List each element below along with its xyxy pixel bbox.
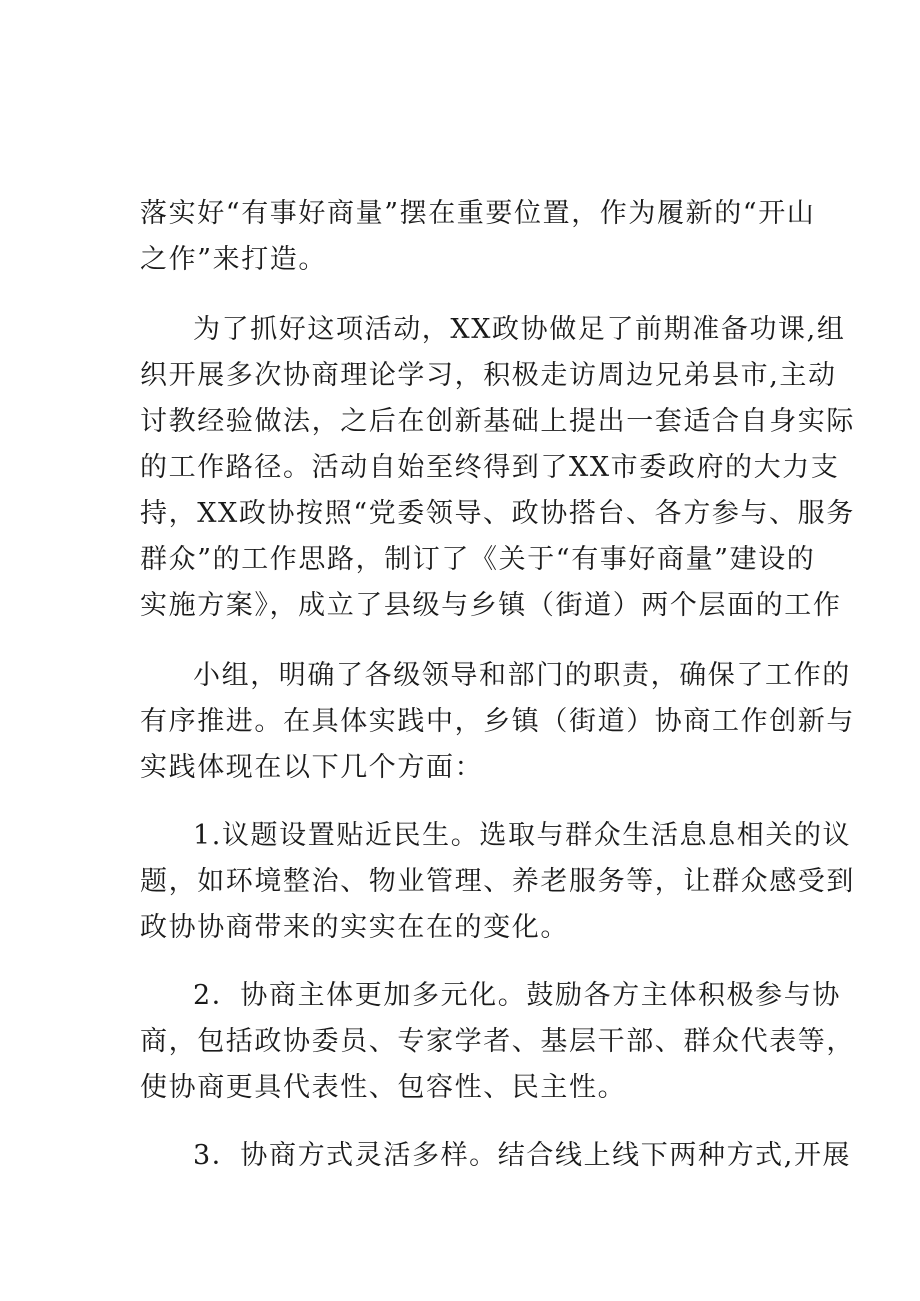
text-line: 实施方案》，成立了县级与乡镇（街道）两个层面的工作 bbox=[140, 590, 842, 621]
list-item-2-line: 商，包括政协委员、专家学者、基层干部、群众代表等， bbox=[140, 1026, 855, 1057]
text-line: 有序推进。在具体实践中，乡镇（街道）协商工作创新与 bbox=[140, 706, 855, 737]
text-line: 之作”来打造。 bbox=[140, 244, 328, 275]
text-line: 为了抓好这项活动，XX政协做足了前期准备功课,组 bbox=[193, 314, 846, 345]
text-line: 讨教经验做法，之后在创新基础上提出一套适合自身实际 bbox=[140, 406, 855, 437]
list-item-1-line: 题，如环境整治、物业管理、养老服务等，让群众感受到 bbox=[140, 866, 855, 897]
list-item-3-line: 3．协商方式灵活多样。结合线上线下两种方式,开展 bbox=[193, 1140, 852, 1171]
list-item-2-line: 2．协商主体更加多元化。鼓励各方主体积极参与协 bbox=[193, 980, 841, 1011]
text-line: 的工作路径。活动自始至终得到了XX市委政府的大力支 bbox=[140, 452, 840, 483]
text-line: 群众”的工作思路，制订了《关于“有事好商量”建设的 bbox=[140, 544, 816, 575]
text-line: 实践体现在以下几个方面： bbox=[140, 752, 484, 783]
list-item-1-line: 1.议题设置贴近民生。选取与群众生活息息相关的议 bbox=[193, 820, 852, 851]
text-line: 持，XX政协按照“党委领导、政协搭台、各方参与、服务 bbox=[140, 498, 855, 529]
text-line: 落实好“有事好商量”摆在重要位置，作为履新的“开山 bbox=[140, 198, 816, 229]
text-line: 织开展多次协商理论学习，积极走访周边兄弟县市,主动 bbox=[140, 360, 837, 391]
list-item-2-line: 使协商更具代表性、包容性、民主性。 bbox=[140, 1072, 627, 1103]
list-item-1-line: 政协协商带来的实实在在的变化。 bbox=[140, 912, 569, 943]
text-line: 小组，明确了各级领导和部门的职责，确保了工作的 bbox=[193, 660, 851, 691]
